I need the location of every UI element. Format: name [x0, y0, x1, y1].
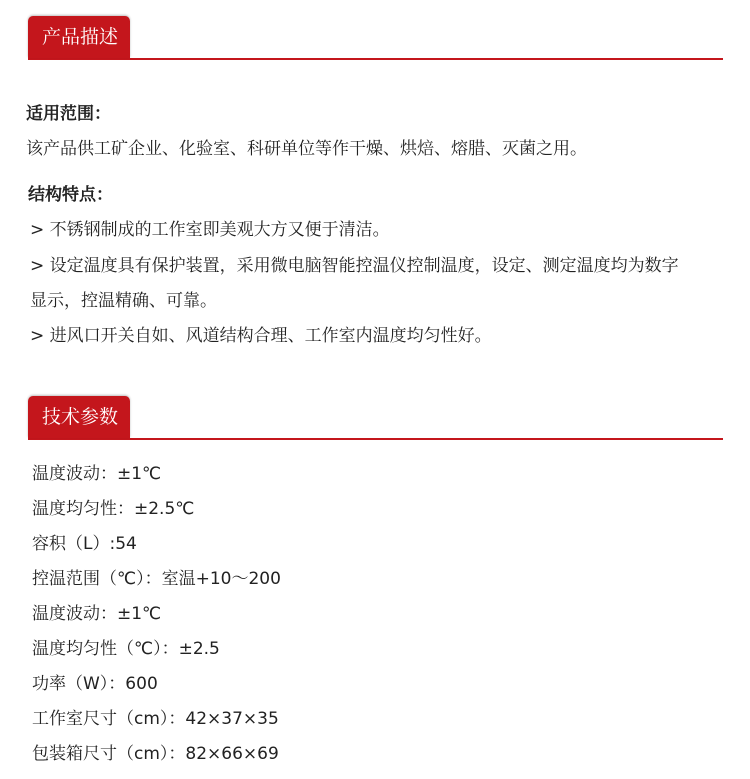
param-line: 容积（L）:54 — [32, 534, 137, 554]
section-title-params: 技术参数 — [28, 396, 130, 438]
param-line: 工作室尺寸（cm）：42×37×35 — [32, 709, 279, 729]
param-line: 温度波动：±1℃ — [32, 604, 162, 624]
param-line: 温度均匀性：±2.5℃ — [32, 499, 195, 519]
param-line: 温度波动：±1℃ — [32, 464, 162, 484]
section-title-description: 产品描述 — [28, 16, 130, 58]
param-line: 温度均匀性（℃）：±2.5 — [32, 639, 220, 659]
feature-line: 显示，控温精确、可靠。 — [30, 291, 217, 311]
scope-text: 该产品供工矿企业、化验室、科研单位等作干燥、烘焙、熔腊、灭菌之用。 — [26, 139, 587, 159]
param-line: 功率（W）：600 — [32, 674, 158, 694]
section-header-description — [28, 14, 723, 60]
scope-heading: 适用范围： — [26, 104, 111, 124]
param-line: 控温范围（℃）：室温+10～200 — [32, 569, 281, 589]
feature-line: > 进风口开关自如、风道结构合理、工作室内温度均匀性好。 — [30, 326, 492, 346]
feature-line: > 设定温度具有保护装置，采用微电脑智能控温仪控制温度，设定、测定温度均为数字 — [30, 256, 679, 276]
param-line: 包装箱尺寸（cm）：82×66×69 — [32, 744, 279, 764]
feature-line: > 不锈钢制成的工作室即美观大方又便于清洁。 — [30, 220, 390, 240]
section-header-params — [28, 394, 723, 440]
features-heading: 结构特点： — [28, 185, 113, 205]
